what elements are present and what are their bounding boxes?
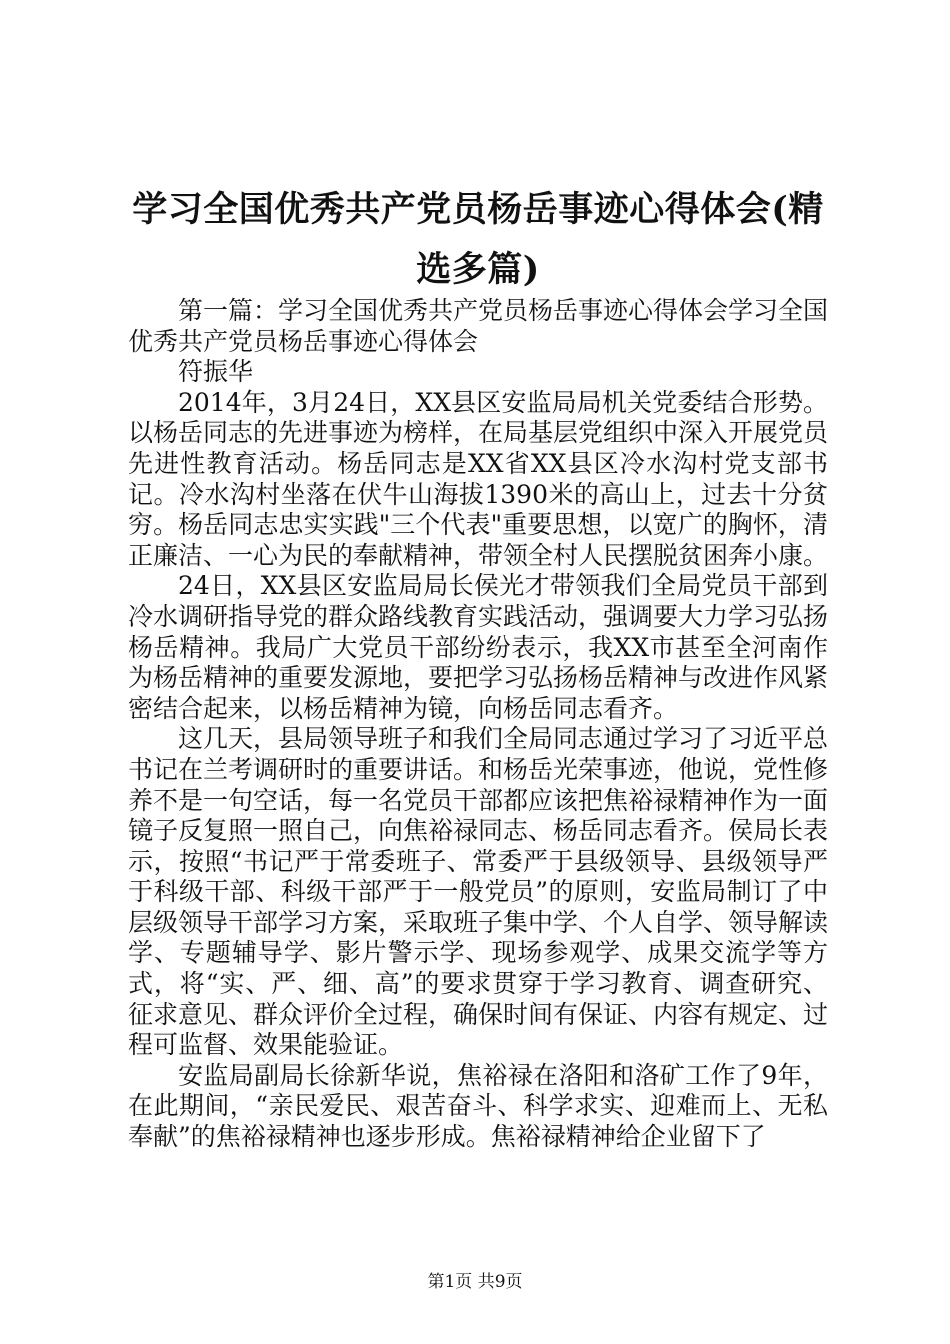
paragraph-heading: 第一篇：学习全国优秀共产党员杨岳事迹心得体会学习全国优秀共产党员杨岳事迹心得体会	[128, 296, 829, 356]
page-title: 学习全国优秀共产党员杨岳事迹心得体会(精选多篇)	[132, 189, 824, 290]
paragraph: 这几天，县局领导班子和我们全局同志通过学习了习近平总书记在兰考调研时的重要讲话。和杨岳光荣事迹，他说，党性修养不是一句空话，每一名党员干部都应该把焦裕禄精神作为一面镜子反复照一照自己，向焦裕禄同志、杨岳同志看齐。侯局长表示，按照“书记严于常委班子、常委严于县级领导、县级领导严于科级干部、科级干部严于一般党员”的原则，安监局制订了中层级领导干部学习方案，采取班子集中学、个人自学、领导解读学、专题辅导学、影片警示学、现场参观学、成果交流学等方式，将“实、严、细、高”的要求贯穿于学习教育、调查研究、征求意见、群众评价全过程，确保时间有保证、内容有规定、过程可监督、效果能验证。	[128, 724, 829, 1060]
document-body	[128, 296, 828, 1153]
paragraph: 2014年，3月24日，XX县区安监局局机关党委结合形势。以杨岳同志的先进事迹为榜样，在局基层党组织中深入开展党员先进性教育活动。杨岳同志是XX省XX县区冷水沟村党支部书记。冷水沟村坐落在伏牛山海拔1390米的高山上，过去十分贫穷。杨岳同志忠实实践"三个代表"重要思想，以宽广的胸怀，清正廉洁、一心为民的奉献精神，带领全村人民摆脱贫困奔小康。	[128, 387, 829, 570]
page-number-footer: 第1页 共9页	[427, 1272, 523, 1292]
paragraph: 24日，XX县区安监局局长侯光才带领我们全局党员干部到冷水调研指导党的群众路线教育实践活动，强调要大力学习弘扬杨岳精神。我局广大党员干部纷纷表示，我XX市甚至全河南作为杨岳精神的重要发源地，要把学习弘扬杨岳精神与改进作风紧密结合起来，以杨岳精神为镜，向杨岳同志看齐。	[128, 571, 829, 723]
paragraph: 安监局副局长徐新华说，焦裕禄在洛阳和洛矿工作了9年，在此期间，“亲民爱民、艰苦奋斗、科学求实、迎难而上、无私奉献”的焦裕禄精神也逐步形成。焦裕禄精神给企业留下了	[128, 1060, 828, 1152]
paragraph-author: 符振华	[178, 357, 254, 387]
